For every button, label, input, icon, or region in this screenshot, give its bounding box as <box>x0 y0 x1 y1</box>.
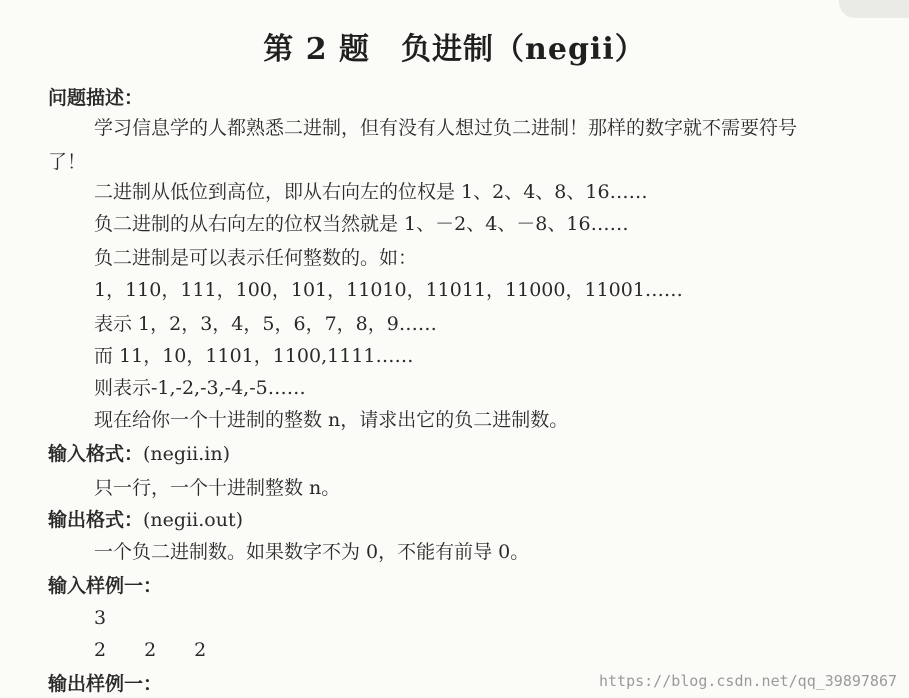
sample-input-line-2: 2 2 2 <box>94 639 207 661</box>
problem-heading: 问题描述： <box>48 87 144 109</box>
watermark-url: https://blog.csdn.net/qq_39897867 <box>598 672 897 690</box>
problem-paragraph-7: 而 11，10，1101，1100,1111…… <box>94 345 414 367</box>
output-heading: 输出格式： <box>48 509 144 531</box>
problem-paragraph-1-line-1: 学习信息学的人都熟悉二进制，但有没有人想过负二进制！那样的数字就不需要符号 <box>94 117 798 139</box>
input-format-row <box>48 442 230 466</box>
output-format-row <box>48 508 243 532</box>
input-heading: 输入格式： <box>48 443 144 465</box>
page-title: 第 2 题 负进制（negii） <box>263 32 646 67</box>
problem-paragraph-2: 二进制从低位到高位，即从右向左的位权是 1、2、4、8、16…… <box>94 181 648 203</box>
output-file: (negii.out) <box>143 509 243 531</box>
sample-input-heading: 输入样例一： <box>48 575 163 597</box>
problem-paragraph-9: 现在给你一个十进制的整数 n，请求出它的负二进制数。 <box>94 409 569 431</box>
page-corner-decoration <box>839 0 909 18</box>
input-description: 只一行，一个十进制整数 n。 <box>94 477 341 499</box>
input-file: (negii.in) <box>143 443 230 465</box>
output-description: 一个负二进制数。如果数字不为 0，不能有前导 0。 <box>94 541 530 563</box>
problem-paragraph-8: 则表示-1,-2,-3,-4,-5…… <box>94 377 306 399</box>
problem-paragraph-5: 1，110，111，100，101，11010，11011，11000，11001…… <box>94 279 683 301</box>
problem-paragraph-4: 负二进制是可以表示任何整数的。如： <box>94 247 418 269</box>
problem-paragraph-1-line-2: 了！ <box>48 151 87 173</box>
problem-paragraph-3: 负二进制的从右向左的位权当然就是 1、－2、4、－8、16…… <box>94 213 629 235</box>
sample-input-line-1: 3 <box>94 607 107 629</box>
problem-paragraph-6: 表示 1，2，3，4，5，6，7，8，9…… <box>94 313 437 335</box>
sample-output-heading: 输出样例一： <box>48 673 163 695</box>
